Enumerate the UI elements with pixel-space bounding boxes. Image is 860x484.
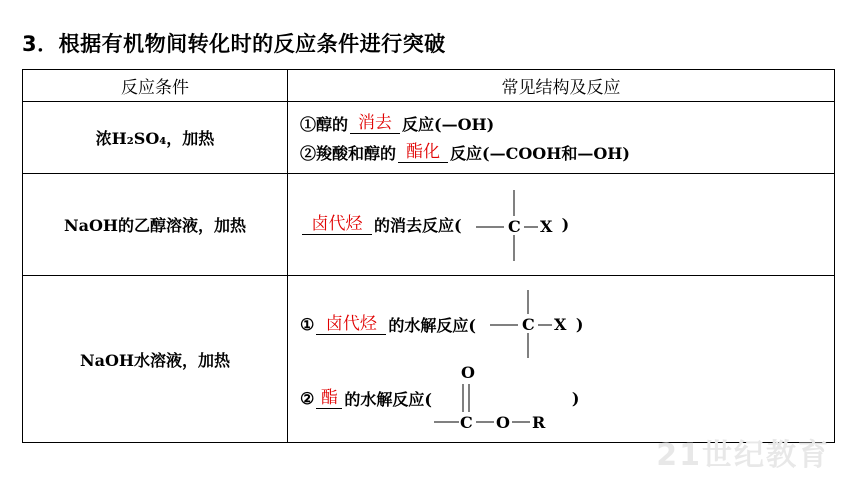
halogen-atom: X bbox=[553, 315, 567, 334]
reaction-line bbox=[300, 112, 834, 135]
carbon-atom: C bbox=[459, 413, 473, 432]
table-header-row bbox=[23, 70, 835, 102]
close-paren: ) bbox=[571, 388, 580, 408]
halogen-atom: X bbox=[539, 216, 552, 236]
structure-cell bbox=[288, 174, 835, 276]
structure-cell bbox=[288, 102, 835, 174]
condition-cell: 浓H₂SO₄，加热 bbox=[23, 102, 288, 174]
reaction-suffix: 的水解反应( bbox=[388, 315, 476, 335]
reaction-line bbox=[300, 141, 834, 164]
structure-cell bbox=[288, 276, 835, 443]
carbon-atom: C bbox=[507, 216, 521, 236]
reaction-prefix: ②羧酸和醇的 bbox=[300, 143, 397, 163]
reaction-line bbox=[300, 288, 834, 360]
watermark-logo: 21世纪教育 bbox=[656, 438, 830, 473]
answer-blank: 卤代烃 bbox=[316, 314, 386, 335]
answer-blank: 卤代烃 bbox=[302, 214, 372, 235]
answer-blank: 消去 bbox=[350, 113, 400, 134]
reaction-prefix: ② bbox=[300, 388, 315, 408]
reaction-line bbox=[300, 185, 834, 265]
reaction-suffix: 的水解反应( bbox=[344, 389, 432, 409]
table-row bbox=[23, 276, 835, 443]
close-paren: ) bbox=[561, 215, 570, 234]
table-row bbox=[23, 174, 835, 276]
haloalkane-structure bbox=[462, 185, 562, 265]
answer-blank: 酯 bbox=[316, 388, 342, 409]
ester-oxygen: O bbox=[495, 413, 510, 432]
reaction-conditions-table bbox=[22, 69, 835, 443]
close-paren: ) bbox=[575, 314, 584, 334]
carbon-atom: C bbox=[521, 315, 535, 334]
reaction-suffix: 的消去反应( bbox=[374, 216, 462, 235]
answer-blank: 酯化 bbox=[398, 142, 448, 163]
r-group: R bbox=[531, 413, 546, 432]
header-condition: 反应条件 bbox=[23, 70, 288, 102]
page-title: 3．根据有机物间转化时的反应条件进行突破 bbox=[22, 32, 446, 56]
reaction-prefix: ① bbox=[300, 314, 315, 334]
reaction-suffix: 反应(—OH) bbox=[402, 114, 495, 134]
reaction-line bbox=[300, 362, 834, 434]
ester-structure bbox=[432, 362, 572, 434]
carbonyl-oxygen: O bbox=[460, 363, 475, 382]
header-structure: 常见结构及反应 bbox=[288, 70, 835, 102]
haloalkane-structure bbox=[476, 288, 576, 360]
condition-cell: NaOH水溶液，加热 bbox=[23, 276, 288, 443]
reaction-suffix: 反应(—COOH和—OH) bbox=[450, 143, 630, 163]
condition-cell: NaOH的乙醇溶液，加热 bbox=[23, 174, 288, 276]
reaction-prefix: ①醇的 bbox=[300, 114, 349, 134]
table-row bbox=[23, 102, 835, 174]
